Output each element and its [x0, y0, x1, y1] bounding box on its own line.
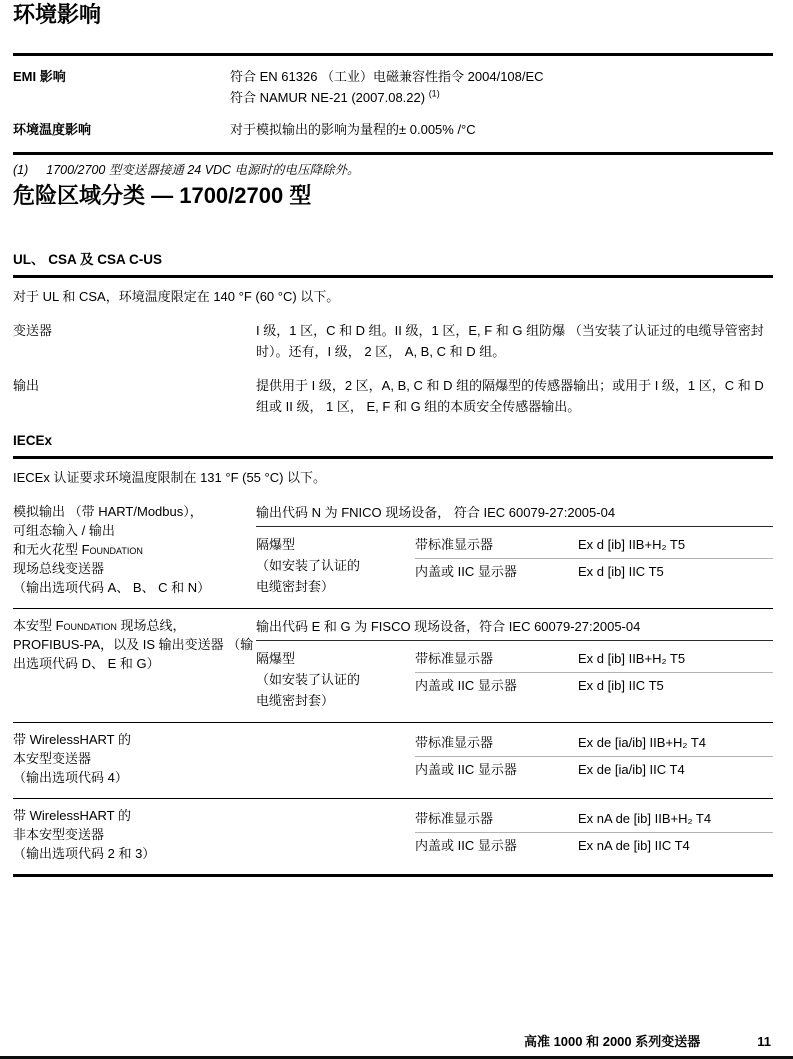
rating-row	[415, 646, 773, 673]
group-detail	[256, 806, 773, 863]
display-type: 带标准显示器	[415, 811, 494, 826]
row-value-transmitter: I 级，1 区，C 和 D 组。II 级，1 区，E, F 和 G 组防爆 （当安装了认证过的电缆导管密封时）。还有，I 级， 2 区， A, B, C 和 D 组。	[256, 323, 764, 359]
row-value-output: 提供用于 I 级，2 区，A, B, C 和 D 组的隔爆型的传感器输出；或用于 I 级，1 区，C 和 D 组或 II 级， 1 区， E, F 和 G 组的本质安全传感器输出。	[256, 378, 764, 414]
rating-row	[415, 730, 773, 757]
group-label-line: 和无火花型 Foundation	[13, 542, 143, 557]
page-footer	[524, 1031, 771, 1052]
group-header-fnico: 输出代码 N 为 FNICO 现场设备， 符合 IEC 60079-27:2005-04	[256, 502, 773, 527]
group-label-line: 模拟输出 （带 HART/Modbus），	[13, 504, 203, 519]
group-detail	[256, 730, 773, 787]
row-label-transmitter: 变送器	[13, 323, 53, 338]
type-line: （如安装了认证的	[256, 672, 361, 687]
type-line: 隔爆型	[256, 537, 296, 552]
display-type: 带标准显示器	[415, 537, 494, 552]
table-row-ambient-temp	[13, 119, 773, 140]
group-label-line: 出选项代码 D、 E 和 G）	[13, 656, 160, 671]
iecex-group-analog-output	[13, 495, 773, 609]
rating-row	[415, 673, 773, 699]
type-spacer	[256, 806, 415, 859]
group-label-line: 非本安型变送器	[13, 827, 105, 842]
rating-row	[415, 532, 773, 559]
group-label-line: （输出选项代码 4）	[13, 770, 128, 785]
group-label-line: PROFIBUS-PA，以及 IS 输出变送器 （输	[13, 637, 254, 652]
emi-line-2	[230, 87, 773, 108]
ex-rating: Ex de [ia/ib] IIC T4	[578, 762, 685, 777]
group-label-line: 本安型变送器	[13, 751, 92, 766]
rating-rows	[415, 806, 773, 859]
group-label-wirelesshart-nonis	[13, 806, 256, 863]
group-detail	[256, 502, 773, 597]
flameproof-type-label	[256, 646, 415, 711]
row-label-ambient-temp: 环境温度影响	[13, 122, 92, 137]
subheading-ul-csa: UL、 CSA 及 CSA C-US	[13, 249, 773, 278]
group-header-fisco: 输出代码 E 和 G 为 FISCO 现场设备，符合 IEC 60079-27:2005-04	[256, 616, 773, 641]
footer-doc-title: 高准 1000 和 2000 系列变送器	[523, 1034, 701, 1049]
rating-rows	[415, 532, 773, 597]
iecex-group-wirelesshart-is	[13, 723, 773, 799]
ex-rating: Ex d [ib] IIB+H₂ T5	[578, 537, 686, 552]
display-type: 内盖或 IIC 显示器	[415, 838, 517, 853]
ex-rating: Ex nA de [ib] IIC T4	[578, 838, 690, 853]
row-value-emi	[230, 66, 773, 108]
footnote	[13, 160, 773, 181]
type-line: 电缆密封套）	[256, 693, 335, 708]
group-label-wirelesshart-is	[13, 730, 256, 787]
group-label-is-fieldbus	[13, 616, 256, 711]
group-label-line: 本安型 Foundation 现场总线，	[13, 618, 186, 633]
group-sub-table	[256, 806, 773, 859]
group-label-line: 带 WirelessHART 的	[13, 808, 131, 823]
rating-row	[415, 806, 773, 833]
type-spacer	[256, 730, 415, 783]
iecex-group-wirelesshart-nonis	[13, 799, 773, 874]
table-row-transmitter	[13, 320, 773, 362]
ex-rating: Ex nA de [ib] IIB+H₂ T4	[578, 811, 712, 826]
rating-rows	[415, 730, 773, 783]
display-type: 内盖或 IIC 显示器	[415, 762, 517, 777]
display-type: 带标准显示器	[415, 735, 494, 750]
footnote-marker: (1)	[13, 163, 29, 177]
ex-rating: Ex d [ib] IIB+H₂ T5	[578, 651, 686, 666]
emi-table	[13, 56, 773, 152]
rating-row	[415, 757, 773, 783]
emi-line-2-text: 符合 NAMUR NE-21 (2007.08.22)	[230, 90, 429, 105]
ul-csa-intro: 对于 UL 和 CSA，环境温度限定在 140 °F (60 °C) 以下。	[13, 289, 340, 304]
flameproof-type-label	[256, 532, 415, 597]
group-label-line: （输出选项代码 2 和 3）	[13, 846, 156, 861]
group-label-line: （输出选项代码 A、 B、 C 和 N）	[13, 580, 211, 595]
group-label-line: 现场总线变送器	[13, 561, 105, 576]
rating-rows	[415, 646, 773, 711]
page-number: 11	[757, 1034, 771, 1049]
row-label-output: 输出	[13, 378, 40, 393]
footnote-reference: (1)	[428, 88, 440, 99]
display-type: 带标准显示器	[415, 651, 494, 666]
row-value-ambient-temp: 对于模拟输出的影响为量程的± 0.005% /°C	[230, 122, 476, 137]
section-title-hazardous-area: 危险区域分类 — 1700/2700 型	[13, 183, 312, 208]
group-label-line: 可组态输入 / 输出	[13, 523, 115, 538]
divider-emi-bottom	[13, 152, 773, 155]
group-sub-table	[256, 646, 773, 711]
iecex-intro: IECEx 认证要求环境温度限制在 131 °F (55 °C) 以下。	[13, 470, 327, 485]
group-sub-table	[256, 730, 773, 783]
type-line: 电缆密封套）	[256, 579, 335, 594]
type-line: （如安装了认证的	[256, 558, 361, 573]
display-type: 内盖或 IIC 显示器	[415, 678, 517, 693]
iecex-group-is-fieldbus	[13, 609, 773, 723]
ex-rating: Ex de [ia/ib] IIB+H₂ T4	[578, 735, 707, 750]
row-label-emi: EMI 影响	[13, 69, 66, 84]
ex-rating: Ex d [ib] IIC T5	[578, 678, 664, 693]
subheading-iecex: IECEx	[13, 430, 773, 459]
group-detail	[256, 616, 773, 711]
rating-row	[415, 833, 773, 859]
section-title-environmental-impact: 环境影响	[13, 2, 102, 27]
group-label-analog-output	[13, 502, 256, 597]
footnote-text: 1700/2700 型变送器接通 24 VDC 电源时的电压降除外。	[46, 163, 360, 177]
group-sub-table	[256, 532, 773, 597]
emi-line-1: 符合 EN 61326 （工业）电磁兼容性指令 2004/108/EC	[230, 69, 544, 84]
table-row-emi	[13, 66, 773, 108]
table-row-output	[13, 375, 773, 417]
rating-row	[415, 559, 773, 585]
ex-rating: Ex d [ib] IIC T5	[578, 564, 664, 579]
iecex-table	[13, 495, 773, 877]
type-line: 隔爆型	[256, 651, 296, 666]
group-label-line: 带 WirelessHART 的	[13, 732, 131, 747]
display-type: 内盖或 IIC 显示器	[415, 564, 517, 579]
